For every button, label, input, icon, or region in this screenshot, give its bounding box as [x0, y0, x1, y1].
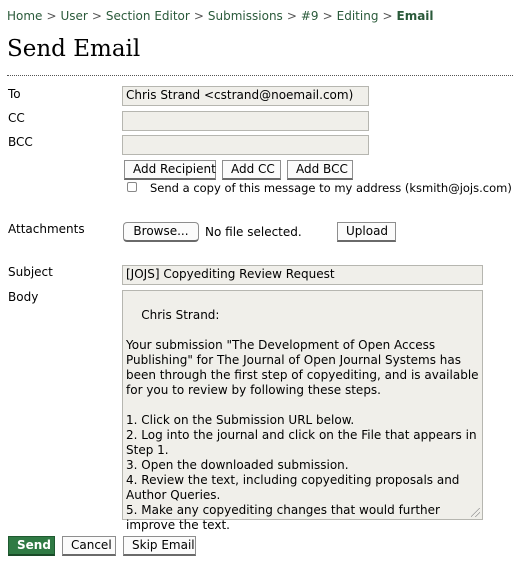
send-copy-checkbox[interactable] — [127, 182, 137, 192]
title-divider — [7, 75, 513, 76]
send-button[interactable]: Send — [8, 536, 55, 556]
file-status: No file selected. — [205, 225, 302, 239]
attachments-label: Attachments — [8, 222, 85, 236]
send-copy-label: Send a copy of this message to my address (ksmith@jojs.com) — [150, 181, 512, 195]
cc-label: CC — [8, 111, 25, 125]
breadcrumb-current: Email — [396, 9, 434, 23]
breadcrumb-separator: > — [382, 9, 393, 23]
add-cc-button[interactable]: Add CC — [222, 160, 281, 180]
browse-button[interactable]: Browse... — [123, 222, 199, 242]
breadcrumb-separator: > — [193, 9, 204, 23]
breadcrumb-editing[interactable]: Editing — [336, 9, 379, 23]
breadcrumb-section-editor[interactable]: Section Editor — [105, 9, 190, 23]
subject-field[interactable]: [JOJS] Copyediting Review Request — [122, 265, 483, 285]
breadcrumb-separator: > — [322, 9, 333, 23]
breadcrumb-separator: > — [286, 9, 297, 23]
to-field[interactable]: Chris Strand <cstrand@noemail.com) — [122, 86, 369, 106]
skip-email-button[interactable]: Skip Email — [123, 536, 196, 556]
breadcrumb-separator: > — [91, 9, 102, 23]
upload-button[interactable]: Upload — [337, 222, 396, 242]
breadcrumb-home[interactable]: Home — [7, 9, 43, 23]
breadcrumb-separator: > — [46, 9, 57, 23]
resize-handle-icon[interactable] — [471, 508, 480, 517]
cc-field[interactable] — [122, 111, 369, 131]
subject-label: Subject — [8, 265, 53, 279]
body-text: Chris Strand: Your submission "The Development of Open Access Publishing" for The Journal of Open Journal Systems has been through the first step of copyediting, and is available for you to review by following these steps. 1. Click on the Submission URL below. 2. Log into the journal and click on the File that appears in Step 1. 3. Open the downloaded submission. 4. Review the text, including copyediting proposals and Author Queries. 5. Make any copyediting changes that would further improve the text. — [126, 308, 479, 532]
to-label: To — [8, 87, 21, 101]
page-title: Send Email — [7, 36, 141, 62]
breadcrumb-submissions[interactable]: Submissions — [207, 9, 283, 23]
bcc-field[interactable] — [122, 135, 369, 155]
add-recipient-button[interactable]: Add Recipient — [124, 160, 216, 180]
breadcrumb — [7, 8, 434, 24]
add-bcc-button[interactable]: Add BCC — [287, 160, 353, 180]
breadcrumb-submission-number[interactable]: #9 — [300, 9, 319, 23]
cancel-button[interactable]: Cancel — [62, 536, 116, 556]
breadcrumb-user[interactable]: User — [60, 9, 88, 23]
body-label: Body — [8, 290, 39, 304]
body-textarea[interactable] — [122, 290, 483, 532]
bcc-label: BCC — [8, 135, 33, 149]
